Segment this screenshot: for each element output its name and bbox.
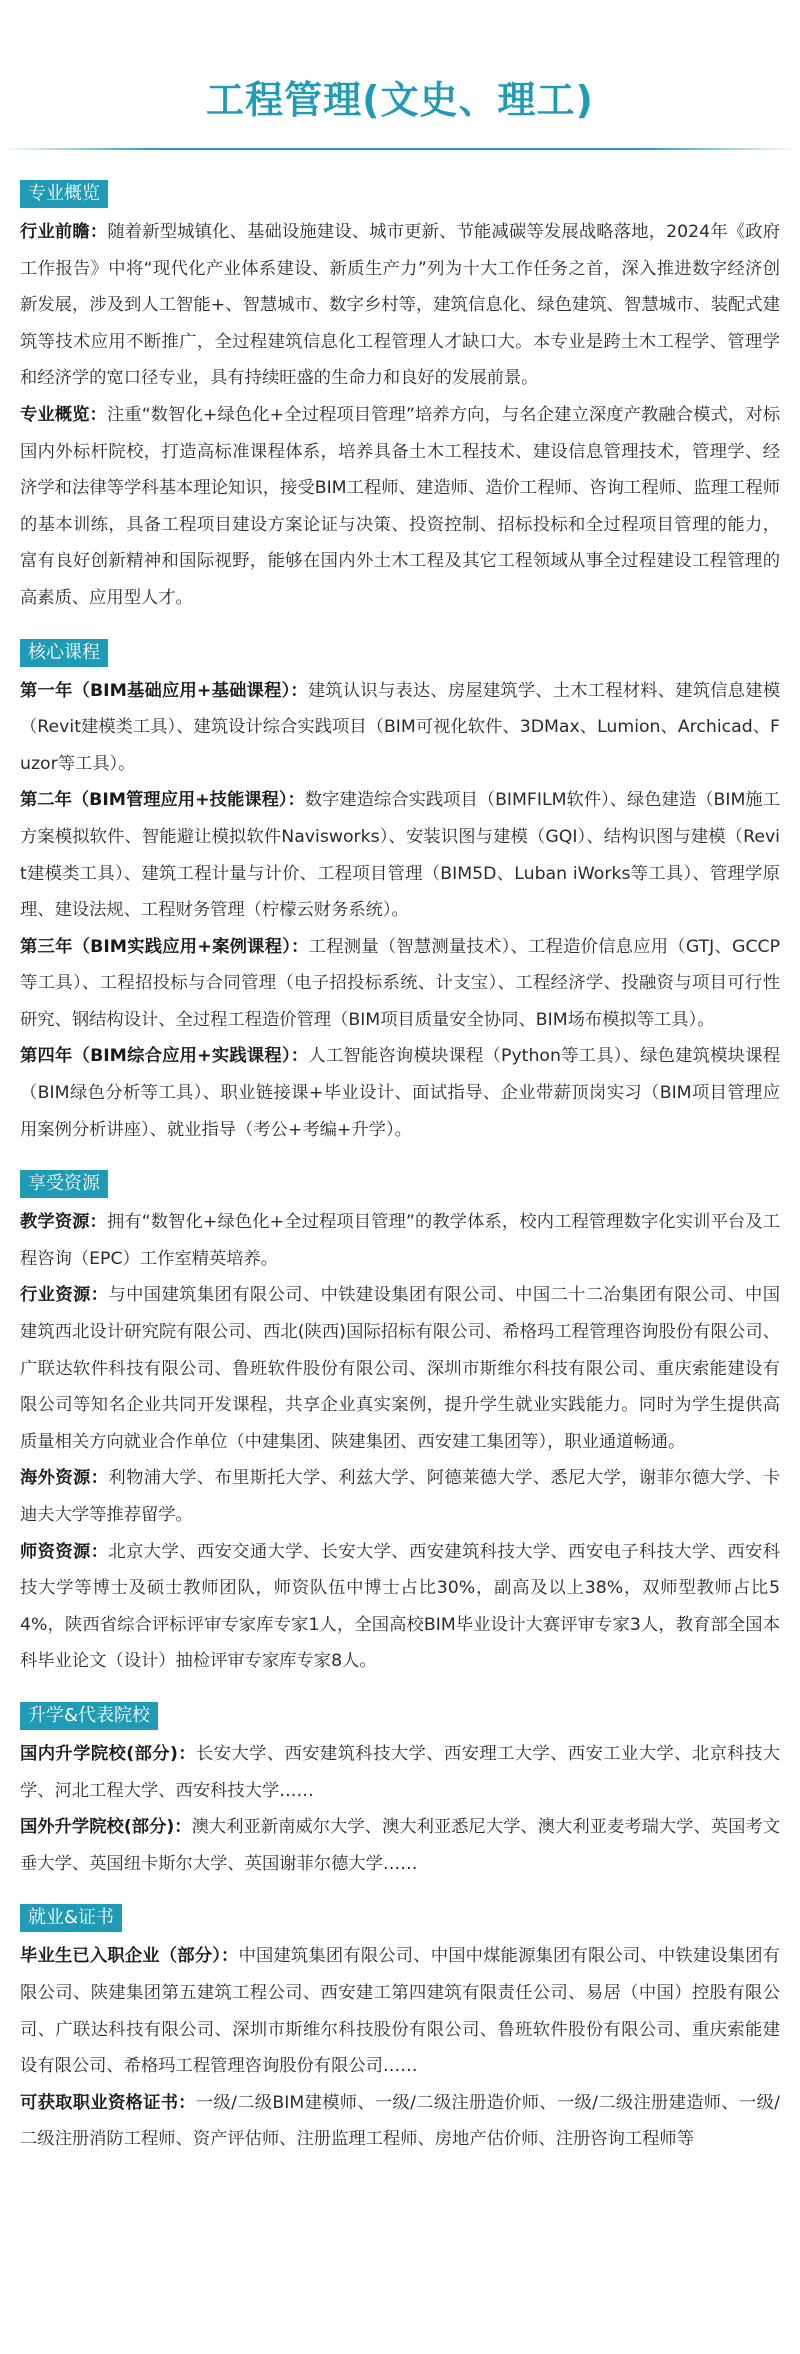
course-year2-paragraph (20, 782, 780, 928)
course-year3-text: 工程测量（智慧测量技术）、工程造价信息应用（GTJ、GCCP等工具）、工程招投标与合同管理（电子招投标系统、计支宝）、工程经济学、投融资与项目可行性研究、钢结构设计、全过程工程造价管理（BIM项目质量安全协同、BIM场布模拟等工具）。 (20, 936, 781, 1030)
career-employers-label: 毕业生已入职企业（部分）： (20, 1946, 239, 1967)
overview-industry-label: 行业前瞻： (20, 222, 108, 242)
course-year2-label: 第二年（BIM管理应用+技能课程）： (20, 790, 305, 811)
course-year4-paragraph (20, 1038, 780, 1148)
section-further-study (0, 1702, 800, 1882)
career-certificates-label: 可获取职业资格证书： (20, 2092, 196, 2113)
course-year4-text: 人工智能咨询模块课程（Python等工具）、绿色建筑模块课程（BIM绿色分析等工具）、职业链接课+毕业设计、面试指导、企业带薪顶岗实习（BIM项目管理应用案例分析讲座）、就业指导（考公+考编+升学）。 (20, 1046, 780, 1140)
section-label-overview: 专业概览 (20, 180, 108, 208)
further-overseas-label: 国外升学院校(部分)： (20, 1817, 192, 1838)
further-domestic-text: 长安大学、西安建筑科技大学、西安理工大学、西安工业大学、北京科技大学、河北工程大学、西安科技大学…… (20, 1743, 780, 1801)
resource-faculty-text: 北京大学、西安交通大学、长安大学、西安建筑科技大学、西安电子科技大学、西安科技大学等博士及硕士教师团队，师资队伍中博士占比30%，副高及以上38%，双师型教师占比54%，陕西省综合评标评审专家库专家1人，全国高校BIM毕业设计大赛评审专家3人，教育部全国本科毕业论文（设计）抽检评审专家库专家8人。 (20, 1541, 780, 1672)
course-year3-paragraph (20, 929, 780, 1039)
career-employers-paragraph (20, 1938, 780, 2084)
resource-teaching-paragraph (20, 1204, 780, 1277)
course-year4-label: 第四年（BIM综合应用+实践课程）： (20, 1046, 309, 1067)
resource-industry-paragraph (20, 1277, 780, 1460)
resource-industry-text: 与中国建筑集团有限公司、中铁建设集团有限公司、中国二十二冶集团有限公司、中国建筑西北设计研究院有限公司、西北(陕西)国际招标有限公司、希格玛工程管理咨询股份有限公司、广联达软件科技有限公司、鲁班软件股份有限公司、深圳市斯维尔科技有限公司、重庆索能建设有限公司等知名企业共同开发课程，共享企业真实案例，提升学生就业实践能力。同时为学生提供高质量相关方向就业合作单位（中建集团、陕建集团、西安建工集团等），职业通道畅通。 (20, 1285, 780, 1452)
section-label-career: 就业&证书 (20, 1904, 122, 1932)
resource-overseas-label: 海外资源： (20, 1468, 109, 1489)
career-employers-text: 中国建筑集团有限公司、中国中煤能源集团有限公司、中铁建设集团有限公司、陕建集团第五建筑工程公司、西安建工第四建筑有限责任公司、易居（中国）控股有限公司、广联达科技有限公司、深圳市斯维尔科技股份有限公司、鲁班软件股份有限公司、重庆索能建设有限公司、希格玛工程管理咨询股份有限公司…… (20, 1946, 780, 2077)
resource-teaching-label: 教学资源： (20, 1212, 107, 1233)
further-domestic-label: 国内升学院校(部分)： (20, 1743, 197, 1764)
resource-overseas-paragraph (20, 1460, 780, 1533)
course-year1-label: 第一年（BIM基础应用+基础课程）： (20, 680, 308, 701)
overview-major-text: 注重“数智化+绿色化+全过程项目管理”培养方向，与名企建立深度产教融合模式，对标国内外标杆院校，打造高标准课程体系，培养具备土木工程技术、建设信息管理技术，管理学、经济学和法律等学科基本理论知识，接受BIM工程师、建造师、造价工程师、咨询工程师、监理工程师的基本训练，具备工程项目建设方案论证与决策、投资控制、招标投标和全过程项目管理的能力，富有良好创新精神和国际视野，能够在国内外土木工程及其它工程领域从事全过程建设工程管理的高素质、应用型人才。 (20, 404, 780, 608)
page-title: 工程管理(文史、理工) (206, 78, 594, 122)
overview-industry-text: 随着新型城镇化、基础设施建设、城市更新、节能减碳等发展战略落地，2024年《政府工作报告》中将“现代化产业体系建设、新质生产力”列为十大工作任务之首，深入推进数字经济创新发展，涉及到人工智能+、智慧城市、数字乡村等，建筑信息化、绿色建筑、智慧城市、装配式建筑等技术应用不断推广，全过程建筑信息化工程管理人才缺口大。本专业是跨土木工程学、管理学和经济学的宽口径专业，具有持续旺盛的生命力和良好的发展前景。 (20, 222, 780, 389)
resource-industry-label: 行业资源： (20, 1285, 109, 1306)
resource-faculty-paragraph (20, 1534, 780, 1680)
resource-teaching-text: 拥有“数智化+绿色化+全过程项目管理”的教学体系，校内工程管理数字化实训平台及工程咨询（EPC）工作室精英培养。 (20, 1212, 780, 1269)
course-year2-text: 数字建造综合实践项目（BIMFILM软件）、绿色建造（BIM施工方案模拟软件、智能避让模拟软件Navisworks）、安装识图与建模（GQI）、结构识图与建模（Revit建模类工具）、建筑工程计量与计价、工程项目管理（BIM5D、Luban iWorks等工具）、管理学原理、建设法规、工程财务管理（柠檬云财务系统）。 (20, 790, 780, 921)
section-label-courses: 核心课程 (20, 639, 108, 667)
further-domestic-paragraph (20, 1736, 780, 1809)
section-courses (0, 639, 800, 1149)
section-resources (0, 1170, 800, 1680)
career-certificates-text: 一级/二级BIM建模师、一级/二级注册造价师、一级/二级注册建造师、一级/二级注册消防工程师、资产评估师、注册监理工程师、房地产估价师、注册咨询工程师等 (20, 2092, 780, 2150)
resource-faculty-label: 师资资源： (20, 1541, 109, 1562)
section-label-further-study: 升学&代表院校 (20, 1702, 158, 1730)
further-overseas-paragraph (20, 1809, 780, 1882)
section-overview (0, 180, 800, 617)
title-divider (0, 148, 800, 150)
overview-major-label: 专业概览： (20, 404, 107, 425)
overview-major-paragraph (20, 397, 780, 617)
course-year1-text: 建筑认识与表达、房屋建筑学、土木工程材料、建筑信息建模（Revit建模类工具）、建筑设计综合实践项目（BIM可视化软件、3DMax、Lumion、Archicad、Fuzor等工具）。 (20, 680, 780, 774)
resource-overseas-text: 利物浦大学、布里斯托大学、利兹大学、阿德莱德大学、悉尼大学，谢菲尔德大学、卡迪夫大学等推荐留学。 (20, 1468, 780, 1525)
section-label-resources: 享受资源 (20, 1170, 108, 1198)
overview-industry-paragraph (20, 214, 780, 397)
career-certificates-paragraph (20, 2085, 780, 2158)
course-year3-label: 第三年（BIM实践应用+案例课程）： (20, 936, 309, 957)
further-overseas-text: 澳大利亚新南威尔大学、澳大利亚悉尼大学、澳大利亚麦考瑞大学、英国考文垂大学、英国纽卡斯尔大学、英国谢菲尔德大学…… (20, 1817, 780, 1874)
section-career (0, 1904, 800, 2158)
course-year1-paragraph (20, 673, 780, 783)
